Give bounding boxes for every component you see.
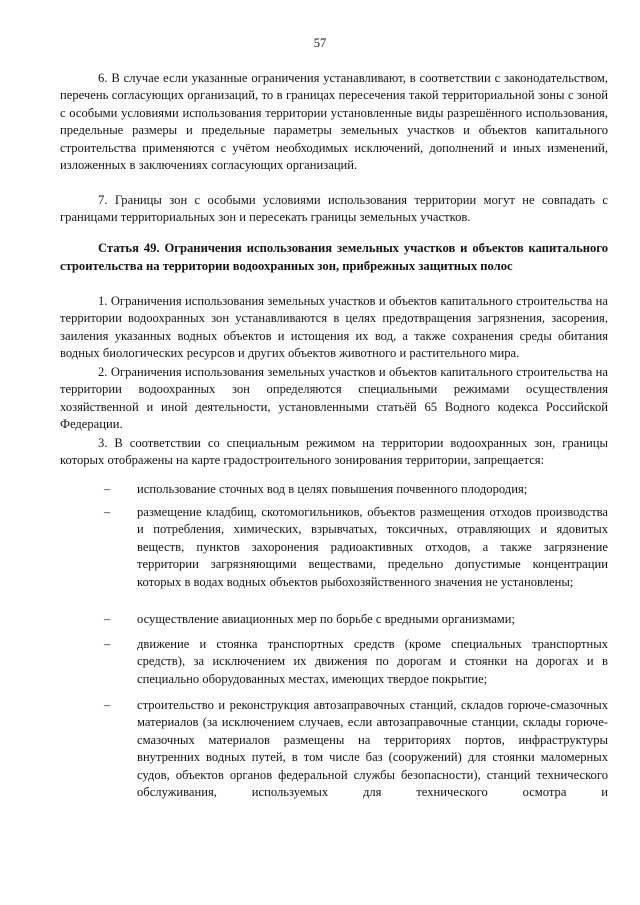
article-49-heading: Статья 49. Ограничения использования земельных участков и объектов капитального строительства на территории водоохранных зон, прибрежных защитных полос — [60, 241, 608, 273]
paragraph-6: 6. В случае если указанные ограничения устанавливают, в соответствии с законодательством, перечень согласующих организаций, то в границах пересечения такой территориальной зоны с зоной с особыми условиями использования территории установленные виды разрешённого использования, предельные размеры и предельные параметры земельных участков и объектов капитального строительства применяются с учётом необходимых исключений, дополнений и иных изменений, изложенных в заключениях согласующих организаций. — [60, 71, 608, 173]
list-item-text: размещение кладбищ, скотомогильников, объектов размещения отходов производства и потребления, химических, взрывчатых, токсичных, отравляющих и ядовитых веществ, пунктов захоронения радиоактивных отходов, а также загрязнение территории загрязняющими веществами, предельно допустимые концентрации которых в водах водных объектов рыбохозяйственного значения не установлены; — [137, 505, 608, 589]
list-dash: – — [104, 637, 111, 651]
list-item-text: движение и стоянка транспортных средств (кроме специальных транспортных средств), за исключением их движения по дорогам и стоянки на дорогах и в специально оборудованных местах, имеющих твердое покрытие; — [137, 637, 608, 686]
list-dash: – — [104, 505, 111, 519]
list-item-text: использование сточных вод в целях повышения почвенного плодородия; — [137, 482, 528, 496]
article-49-paragraph-2: 2. Ограничения использования земельных участков и объектов капитального строительства на территории водоохранных зон определяются специальными режимами осуществления хозяйственной и иной деятельности, установленными статьёй 65 Водного кодекса Российской Федерации. — [60, 365, 608, 432]
list-dash: – — [104, 698, 111, 712]
page-number: 57 — [313, 36, 327, 50]
list-item-text: осуществление авиационных мер по борьбе с вредными организмами; — [137, 612, 516, 626]
paragraph-7: 7. Границы зон с особыми условиями использования территории могут не совпадать с границами территориальных зон и пересекать границы земельных участков. — [60, 193, 608, 225]
list-dash: – — [104, 612, 111, 626]
article-49-paragraph-3: 3. В соответствии со специальным режимом на территории водоохранных зон, границы которых отображены на карте градостроительного зонирования территории, запрещается: — [60, 436, 608, 468]
article-49-paragraph-1: 1. Ограничения использования земельных участков и объектов капитального строительства на территории водоохранных зон устанавливаются в целях предотвращения загрязнения, засорения, заиления указанных водных объектов и истощения их вод, а также сохранения среды обитания водных биологических ресурсов и других объектов животного и растительного мира. — [60, 294, 608, 361]
list-dash: – — [104, 482, 111, 496]
list-item-text: строительство и реконструкция автозаправочных станций, складов горюче-смазочных материалов (за исключением случаев, если автозаправочные станции, склады горюче-смазочных материалов размещены на территориях портов, инфраструктуры внутренних водных путей, в том числе баз (сооружений) для стоянки маломерных судов, объектов органов федеральной службы безопасности), станций технического обслуживания, используемых для технического осмотра и — [137, 698, 608, 800]
